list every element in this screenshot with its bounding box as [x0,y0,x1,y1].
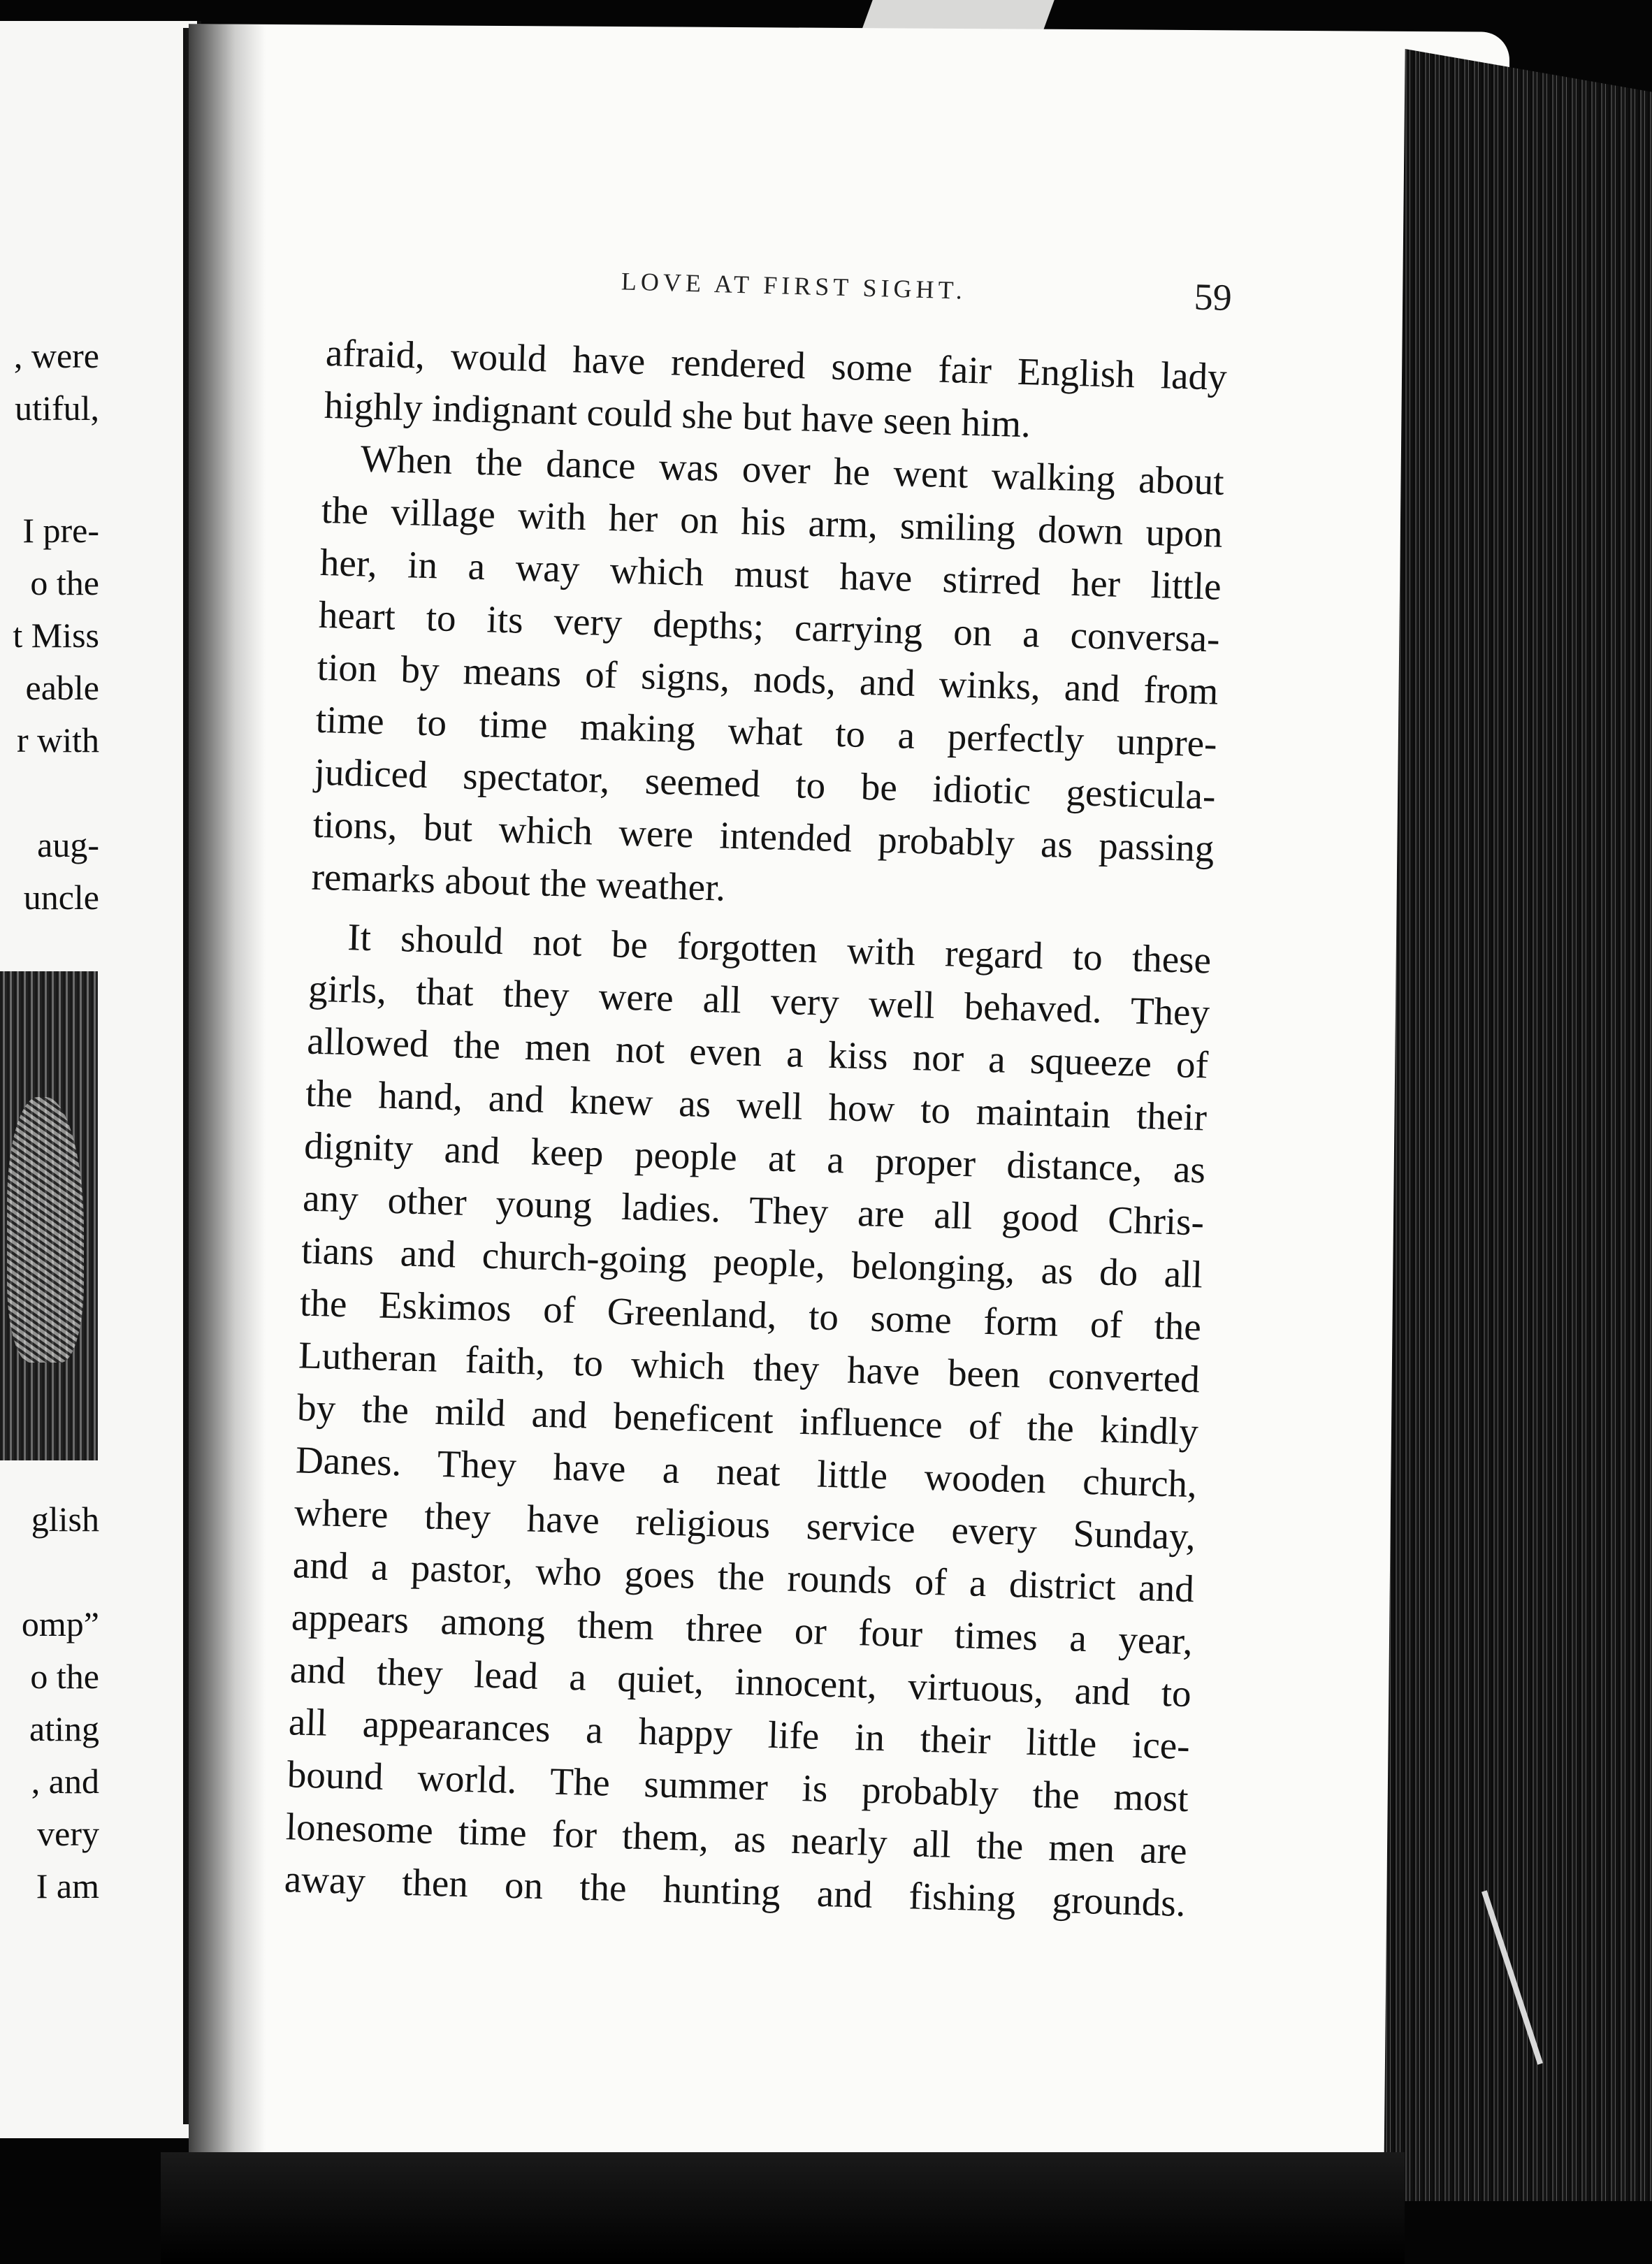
left-page [0,21,201,2138]
body-line: When the dance was over he went walking about [360,437,1225,503]
body-line: tions, but which were intended probably as passing [312,802,1215,870]
body-line: Lutheran faith, to which they have been converted [298,1333,1201,1401]
engraving-illustration [0,971,98,1460]
body-line: by the mild and beneficent influence of the kindly [296,1386,1199,1453]
body-line: It should not be forgotten with regard to these [347,915,1212,982]
left-fragment: I am [36,1866,99,1906]
left-fragment: eable [25,668,99,707]
body-line: tians and church-going people, belonging, as do all [300,1228,1203,1296]
page-bottom-shadow [161,2152,1405,2264]
left-fragment: o the [30,563,99,602]
left-fragment: r with [16,720,99,760]
body-line: away then on the hunting and fishing grounds. [284,1857,1187,1925]
left-fragment: glish [31,1500,99,1539]
left-fragment: I pre- [22,511,99,550]
left-fragment: uncle [23,878,99,917]
body-line: remarks about the weather. [310,855,726,909]
body-line: bound world. The summer is probably the most [287,1753,1189,1820]
body-line: tion by means of signs, nods, and winks, and from [317,645,1219,713]
body-line: highly indignant could she but have seen him. [324,383,1031,446]
body-line: all appearances a happy life in their little ice- [288,1700,1191,1768]
body-line: the Eskimos of Greenland, to some form of the [299,1281,1202,1349]
left-fragment: , were [13,336,99,375]
body-line: girls, that they were all very well behaved. They [307,966,1210,1034]
page-number: 59 [1193,275,1233,319]
body-line: lonesome time for them, as nearly all the men are [285,1805,1188,1873]
left-fragment: omp” [21,1604,99,1643]
body-line: appears among them three or four times a year, [291,1595,1194,1663]
left-fragment: , and [31,1762,99,1801]
body-line: Danes. They have a neat little wooden church, [295,1438,1198,1506]
running-head: LOVE AT FIRST SIGHT. [621,267,967,305]
body-line: dignity and keep people at a proper distance, as [303,1124,1206,1191]
left-fragment: o the [30,1657,99,1696]
left-fragment: t Miss [13,616,99,655]
body-line: afraid, would have rendered some fair English lady [325,331,1228,398]
body-line: the village with her on his arm, smiling down upon [321,488,1224,556]
body-line: heart to its very depths; carrying on a conversa- [318,593,1221,660]
book-fore-edge [1384,49,1652,2201]
left-fragment: ating [29,1709,99,1748]
body-line: allowed the men not even a kiss nor a squeeze of [306,1019,1209,1087]
body-line: judiced spectator, seemed to be idiotic gesticula- [314,750,1217,818]
body-line: her, in a way which must have stirred her little [319,540,1222,608]
body-line: time to time making what to a perfectly unpre- [315,697,1218,765]
body-line: and a pastor, who goes the rounds of a district and [292,1543,1195,1611]
body-line: and they lead a quiet, innocent, virtuous, and to [289,1648,1192,1715]
left-fragment: utiful, [15,389,99,428]
left-fragment: very [37,1814,99,1853]
body-line: any other young ladies. They are all good Chris- [302,1176,1205,1244]
left-fragment: aug- [37,825,99,864]
body-line: the hand, and knew as well how to maintain their [305,1071,1208,1139]
body-line: where they have religious service every Sunday, [294,1490,1196,1558]
